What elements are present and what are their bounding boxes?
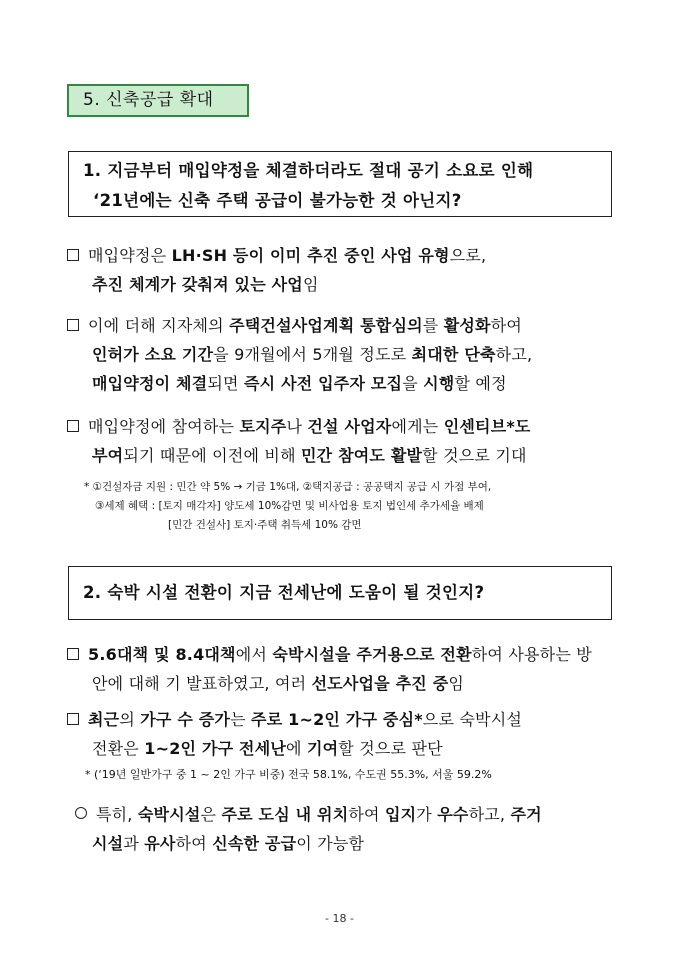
answer-2-footnote: * (‘19년 일반가구 중 1 ~ 2인 가구 비중) 전국 58.1%, 수도권 55.3%, 서울 59.2% xyxy=(85,768,492,781)
section-title: 5. 신축공급 확대 xyxy=(67,84,249,117)
answer-1-paragraph-1: 매입약정은 LH·SH 등이 이미 추진 중인 사업 유형으로, 추진 체계가 갖춰져 있는 사업임 xyxy=(67,241,627,299)
checkbox-bullet xyxy=(67,713,79,725)
question-1-line-2: ‘21년에는 신축 주택 공급이 불가능한 것 아닌지? xyxy=(93,191,462,210)
checkbox-bullet xyxy=(67,319,79,331)
checkbox-bullet xyxy=(67,249,79,261)
answer-1-paragraph-2: 이에 더해 지자체의 주택건설사업계획 통합심의를 활성화하여 인허가 소요 기간을 9개월에서 5개월 정도로 최대한 단축하고, 매입약정이 체결되면 즉시 사전 입주자 모집을 시행할 예정 xyxy=(67,311,627,398)
question-box-2 xyxy=(68,566,612,620)
checkbox-bullet xyxy=(67,648,79,660)
page-number: - 18 - xyxy=(325,912,354,925)
question-2-text: 2. 숙박 시설 전환이 지금 전세난에 도움이 될 것인지? xyxy=(83,583,485,602)
answer-1-footnote: * ①건설자금 지원 : 민간 약 5% → 기금 1%대, ②택지공급 : 공공택지 공급 시 가점 부여, ③세제 혜택 : [토지 매각자] 양도세 10%감면 및 비사업용 토지 법인세 추가세율 배제 [민간 건설사] 토지·주택 취득세 10% 감면 xyxy=(84,481,492,531)
answer-2-paragraph-2: 최근의 가구 수 증가는 주로 1~2인 가구 중심*으로 숙박시설 전환은 1~2인 가구 전세난에 기여할 것으로 판단 xyxy=(67,705,627,763)
answer-2-paragraph-3: 특히, 숙박시설은 주로 도심 내 위치하여 입지가 우수하고, 주거 시설과 유사하여 신속한 공급이 가능함 xyxy=(67,800,627,858)
answer-2-paragraph-1: 5.6대책 및 8.4대책에서 숙박시설을 주거용으로 전환하여 사용하는 방 안에 대해 기 발표하였고, 여러 선도사업을 추진 중임 xyxy=(67,640,627,698)
question-1-line-1: 1. 지금부터 매입약정을 체결하더라도 절대 공기 소요로 인해 xyxy=(83,161,534,180)
circle-bullet xyxy=(75,807,87,819)
answer-1-paragraph-3: 매입약정에 참여하는 토지주나 건설 사업자에게는 인센티브*도 부여되기 때문에 이전에 비해 민간 참여도 활발할 것으로 기대 xyxy=(67,412,627,470)
checkbox-bullet xyxy=(67,420,79,432)
question-box-1 xyxy=(68,151,612,217)
